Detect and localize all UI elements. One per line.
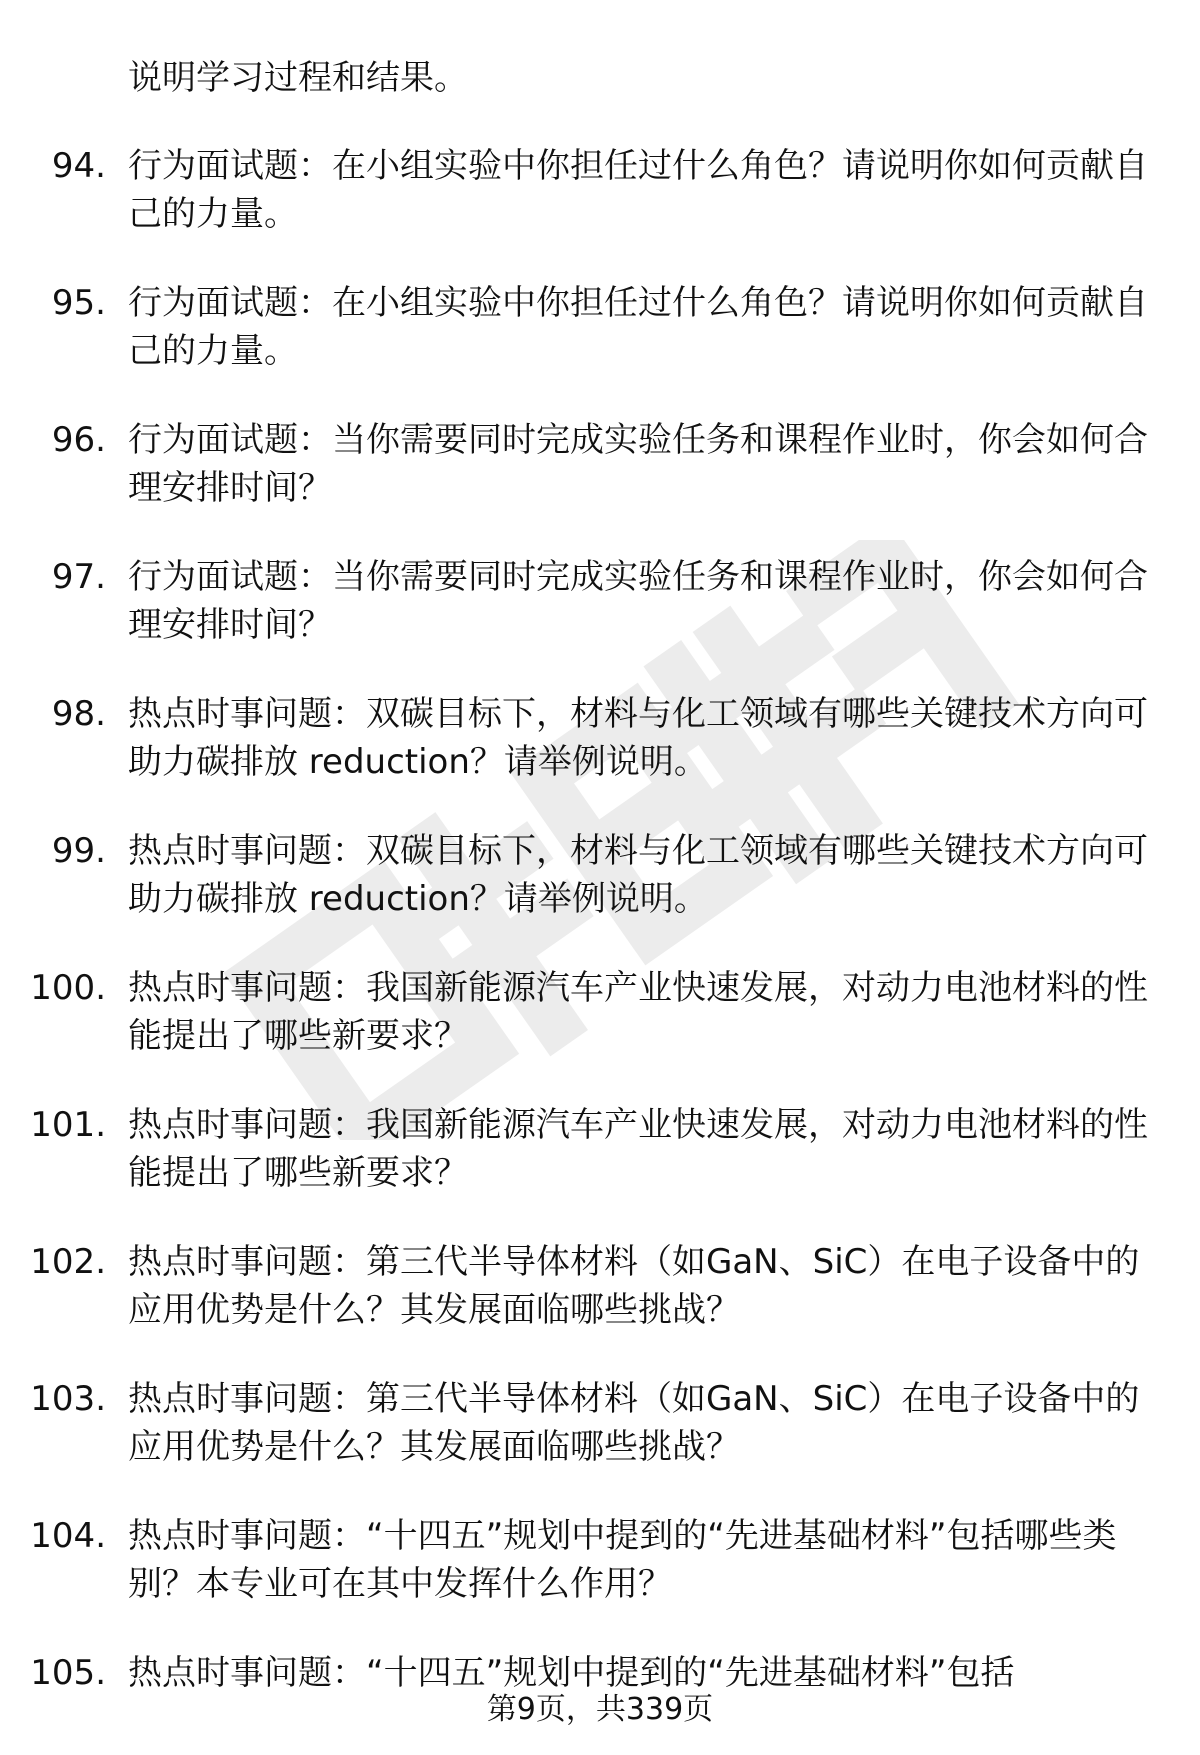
continuation-text: 说明学习过程和结果。	[128, 58, 468, 98]
list-item	[0, 142, 1200, 238]
list-item	[0, 1375, 1200, 1471]
list-item	[0, 690, 1200, 786]
question-text: 行为面试题：在小组实验中你担任过什么角色？请说明你如何贡献自己的力量。	[128, 146, 1148, 234]
list-item-continuation	[0, 54, 1200, 102]
question-number: 97.	[51, 557, 106, 597]
list-item	[0, 964, 1200, 1060]
list-item	[0, 1238, 1200, 1334]
question-list	[0, 54, 1200, 1697]
list-item	[0, 827, 1200, 923]
question-text: 热点时事问题：我国新能源汽车产业快速发展，对动力电池材料的性能提出了哪些新要求？	[128, 1105, 1148, 1193]
question-number: 103.	[30, 1379, 106, 1419]
question-number: 98.	[51, 694, 106, 734]
question-text: 热点时事问题：“十四五”规划中提到的“先进基础材料”包括哪些类别？本专业可在其中发挥什么作用？	[128, 1516, 1117, 1604]
question-text: 热点时事问题：第三代半导体材料（如GaN、SiC）在电子设备中的应用优势是什么？其发展面临哪些挑战？	[128, 1242, 1140, 1330]
question-number: 95.	[51, 283, 106, 323]
question-text: 行为面试题：当你需要同时完成实验任务和课程作业时，你会如何合理安排时间？	[128, 420, 1148, 508]
question-text: 热点时事问题：双碳目标下，材料与化工领域有哪些关键技术方向可助力碳排放 reduction？请举例说明。	[128, 694, 1148, 782]
question-number: 94.	[51, 146, 106, 186]
question-text: 行为面试题：在小组实验中你担任过什么角色？请说明你如何贡献自己的力量。	[128, 283, 1148, 371]
question-number: 100.	[30, 968, 106, 1008]
list-item	[0, 1101, 1200, 1197]
list-item	[0, 1512, 1200, 1608]
question-text: 热点时事问题：我国新能源汽车产业快速发展，对动力电池材料的性能提出了哪些新要求？	[128, 968, 1148, 1056]
question-number: 102.	[30, 1242, 106, 1282]
list-item	[0, 279, 1200, 375]
question-number: 101.	[30, 1105, 106, 1145]
question-text: 热点时事问题：“十四五”规划中提到的“先进基础材料”包括	[128, 1653, 1015, 1693]
list-item	[0, 416, 1200, 512]
question-text: 热点时事问题：双碳目标下，材料与化工领域有哪些关键技术方向可助力碳排放 reduction？请举例说明。	[128, 831, 1148, 919]
page-footer: 第9页，共339页	[486, 1692, 714, 1727]
question-number: 96.	[51, 420, 106, 460]
list-item	[0, 553, 1200, 649]
question-number: 104.	[30, 1516, 106, 1556]
question-text: 热点时事问题：第三代半导体材料（如GaN、SiC）在电子设备中的应用优势是什么？其发展面临哪些挑战？	[128, 1379, 1140, 1467]
question-number: 99.	[51, 831, 106, 871]
question-number: 105.	[30, 1653, 106, 1693]
question-text: 行为面试题：当你需要同时完成实验任务和课程作业时，你会如何合理安排时间？	[128, 557, 1148, 645]
